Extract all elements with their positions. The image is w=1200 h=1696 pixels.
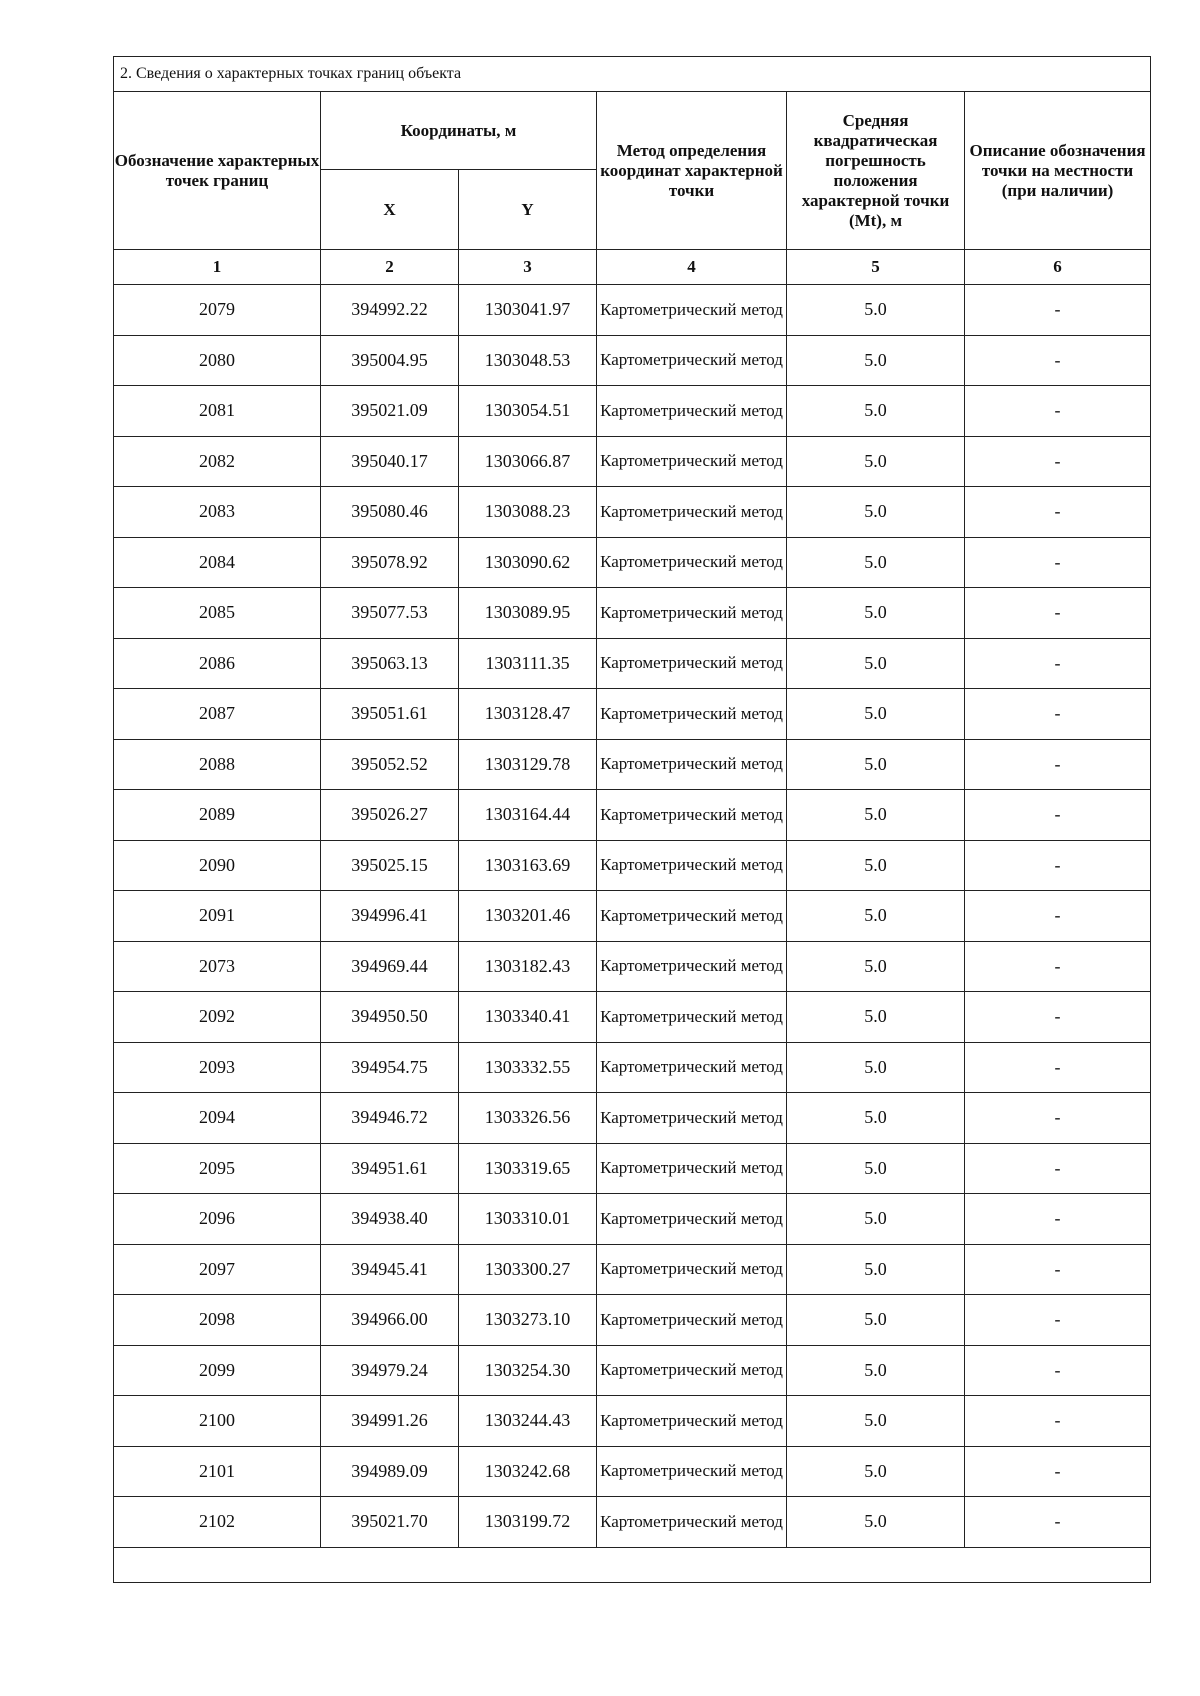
cell-x: 395021.70	[321, 1497, 459, 1548]
cell-error: 5.0	[787, 941, 965, 992]
cell-description: -	[965, 436, 1151, 487]
cell-y: 1303310.01	[459, 1194, 597, 1245]
cell-x: 395040.17	[321, 436, 459, 487]
cell-point-id: 2084	[114, 537, 321, 588]
cell-error: 5.0	[787, 1143, 965, 1194]
cell-description: -	[965, 1244, 1151, 1295]
cell-x: 394989.09	[321, 1446, 459, 1497]
cell-y: 1303088.23	[459, 487, 597, 538]
cell-method: Картометрический метод	[597, 739, 787, 790]
cell-point-id: 2092	[114, 992, 321, 1043]
table-row	[114, 1497, 1151, 1548]
cell-x: 394996.41	[321, 891, 459, 942]
cell-y: 1303129.78	[459, 739, 597, 790]
cell-y: 1303254.30	[459, 1345, 597, 1396]
cell-x: 394954.75	[321, 1042, 459, 1093]
cell-method: Картометрический метод	[597, 1042, 787, 1093]
cell-error: 5.0	[787, 1042, 965, 1093]
cell-x: 395051.61	[321, 689, 459, 740]
cell-description: -	[965, 739, 1151, 790]
cell-description: -	[965, 1497, 1151, 1548]
cell-point-id: 2083	[114, 487, 321, 538]
cell-y: 1303182.43	[459, 941, 597, 992]
cell-y: 1303340.41	[459, 992, 597, 1043]
cell-y: 1303041.97	[459, 285, 597, 336]
table-footer-row	[114, 1547, 1151, 1582]
header-error: Средняя квадратическая погрешность положения характерной точки (Mt), м	[787, 92, 965, 250]
cell-point-id: 2091	[114, 891, 321, 942]
cell-x: 395021.09	[321, 386, 459, 437]
cell-description: -	[965, 941, 1151, 992]
cell-y: 1303319.65	[459, 1143, 597, 1194]
cell-error: 5.0	[787, 1446, 965, 1497]
cell-error: 5.0	[787, 1396, 965, 1447]
cell-y: 1303164.44	[459, 790, 597, 841]
cell-description: -	[965, 386, 1151, 437]
cell-x: 394938.40	[321, 1194, 459, 1245]
cell-x: 394950.50	[321, 992, 459, 1043]
cell-y: 1303242.68	[459, 1446, 597, 1497]
table-row	[114, 1295, 1151, 1346]
cell-method: Картометрический метод	[597, 941, 787, 992]
cell-error: 5.0	[787, 739, 965, 790]
cell-y: 1303111.35	[459, 638, 597, 689]
table-row	[114, 1345, 1151, 1396]
cell-x: 395080.46	[321, 487, 459, 538]
cell-error: 5.0	[787, 1244, 965, 1295]
cell-method: Картометрический метод	[597, 1396, 787, 1447]
table-row	[114, 285, 1151, 336]
cell-x: 394946.72	[321, 1093, 459, 1144]
cell-y: 1303326.56	[459, 1093, 597, 1144]
cell-x: 394969.44	[321, 941, 459, 992]
cell-description: -	[965, 992, 1151, 1043]
cell-method: Картометрический метод	[597, 285, 787, 336]
cell-error: 5.0	[787, 891, 965, 942]
cell-y: 1303066.87	[459, 436, 597, 487]
cell-error: 5.0	[787, 1497, 965, 1548]
cell-point-id: 2095	[114, 1143, 321, 1194]
cell-description: -	[965, 1396, 1151, 1447]
cell-y: 1303332.55	[459, 1042, 597, 1093]
header-point-designation: Обозначение характерных точек границ	[114, 92, 321, 250]
cell-point-id: 2093	[114, 1042, 321, 1093]
cell-point-id: 2087	[114, 689, 321, 740]
cell-point-id: 2085	[114, 588, 321, 639]
cell-error: 5.0	[787, 840, 965, 891]
cell-method: Картометрический метод	[597, 790, 787, 841]
cell-x: 394979.24	[321, 1345, 459, 1396]
cell-y: 1303201.46	[459, 891, 597, 942]
cell-description: -	[965, 487, 1151, 538]
cell-x: 395077.53	[321, 588, 459, 639]
cell-description: -	[965, 1194, 1151, 1245]
cell-y: 1303089.95	[459, 588, 597, 639]
cell-error: 5.0	[787, 588, 965, 639]
cell-description: -	[965, 689, 1151, 740]
cell-method: Картометрический метод	[597, 1093, 787, 1144]
table-row	[114, 487, 1151, 538]
cell-error: 5.0	[787, 335, 965, 386]
cell-method: Картометрический метод	[597, 1497, 787, 1548]
header-method: Метод определения координат характерной точки	[597, 92, 787, 250]
cell-point-id: 2089	[114, 790, 321, 841]
cell-error: 5.0	[787, 992, 965, 1043]
document-sheet	[113, 56, 1150, 1583]
cell-point-id: 2097	[114, 1244, 321, 1295]
cell-x: 395052.52	[321, 739, 459, 790]
cell-point-id: 2099	[114, 1345, 321, 1396]
cell-y: 1303273.10	[459, 1295, 597, 1346]
cell-method: Картометрический метод	[597, 1295, 787, 1346]
cell-method: Картометрический метод	[597, 1143, 787, 1194]
cell-point-id: 2082	[114, 436, 321, 487]
cell-y: 1303300.27	[459, 1244, 597, 1295]
cell-error: 5.0	[787, 790, 965, 841]
cell-error: 5.0	[787, 1093, 965, 1144]
cell-description: -	[965, 335, 1151, 386]
cell-method: Картометрический метод	[597, 588, 787, 639]
cell-y: 1303199.72	[459, 1497, 597, 1548]
cell-error: 5.0	[787, 1194, 965, 1245]
cell-description: -	[965, 588, 1151, 639]
cell-description: -	[965, 840, 1151, 891]
cell-method: Картометрический метод	[597, 891, 787, 942]
cell-description: -	[965, 638, 1151, 689]
cell-method: Картометрический метод	[597, 1345, 787, 1396]
cell-y: 1303128.47	[459, 689, 597, 740]
cell-method: Картометрический метод	[597, 638, 787, 689]
header-coordinates: Координаты, м	[321, 92, 597, 170]
column-number: 1	[114, 250, 321, 285]
cell-method: Картометрический метод	[597, 537, 787, 588]
boundary-points-table	[113, 56, 1151, 1583]
cell-method: Картометрический метод	[597, 1194, 787, 1245]
cell-error: 5.0	[787, 689, 965, 740]
cell-description: -	[965, 1446, 1151, 1497]
header-x: X	[321, 170, 459, 250]
cell-error: 5.0	[787, 386, 965, 437]
cell-description: -	[965, 1345, 1151, 1396]
table-row	[114, 941, 1151, 992]
table-row	[114, 1093, 1151, 1144]
cell-method: Картометрический метод	[597, 335, 787, 386]
cell-x: 395025.15	[321, 840, 459, 891]
column-number: 2	[321, 250, 459, 285]
table-row	[114, 386, 1151, 437]
cell-description: -	[965, 285, 1151, 336]
table-row	[114, 739, 1151, 790]
cell-x: 394951.61	[321, 1143, 459, 1194]
table-row	[114, 1042, 1151, 1093]
table-row	[114, 790, 1151, 841]
cell-point-id: 2094	[114, 1093, 321, 1144]
cell-x: 394991.26	[321, 1396, 459, 1447]
cell-method: Картометрический метод	[597, 487, 787, 538]
column-number: 3	[459, 250, 597, 285]
cell-description: -	[965, 790, 1151, 841]
section-title: 2. Сведения о характерных точках границ объекта	[114, 57, 1151, 92]
cell-point-id: 2088	[114, 739, 321, 790]
table-row	[114, 992, 1151, 1043]
cell-y: 1303090.62	[459, 537, 597, 588]
cell-point-id: 2101	[114, 1446, 321, 1497]
cell-method: Картометрический метод	[597, 436, 787, 487]
table-row	[114, 1396, 1151, 1447]
cell-point-id: 2098	[114, 1295, 321, 1346]
column-number: 4	[597, 250, 787, 285]
cell-x: 394945.41	[321, 1244, 459, 1295]
cell-point-id: 2102	[114, 1497, 321, 1548]
table-row	[114, 1244, 1151, 1295]
table-body	[114, 285, 1151, 1548]
cell-description: -	[965, 1295, 1151, 1346]
cell-point-id: 2096	[114, 1194, 321, 1245]
table-row	[114, 436, 1151, 487]
cell-x: 395004.95	[321, 335, 459, 386]
cell-point-id: 2086	[114, 638, 321, 689]
cell-error: 5.0	[787, 537, 965, 588]
cell-point-id: 2079	[114, 285, 321, 336]
cell-y: 1303048.53	[459, 335, 597, 386]
table-row	[114, 588, 1151, 639]
cell-method: Картометрический метод	[597, 1446, 787, 1497]
cell-description: -	[965, 1042, 1151, 1093]
cell-method: Картометрический метод	[597, 386, 787, 437]
cell-x: 395026.27	[321, 790, 459, 841]
cell-point-id: 2090	[114, 840, 321, 891]
header-y: Y	[459, 170, 597, 250]
cell-y: 1303244.43	[459, 1396, 597, 1447]
cell-y: 1303163.69	[459, 840, 597, 891]
cell-point-id: 2100	[114, 1396, 321, 1447]
table-row	[114, 689, 1151, 740]
table-row	[114, 1143, 1151, 1194]
table-row	[114, 1446, 1151, 1497]
cell-description: -	[965, 891, 1151, 942]
cell-error: 5.0	[787, 487, 965, 538]
column-number: 5	[787, 250, 965, 285]
cell-method: Картометрический метод	[597, 992, 787, 1043]
cell-x: 394992.22	[321, 285, 459, 336]
cell-error: 5.0	[787, 436, 965, 487]
table-row	[114, 840, 1151, 891]
cell-point-id: 2073	[114, 941, 321, 992]
table-row	[114, 537, 1151, 588]
cell-y: 1303054.51	[459, 386, 597, 437]
table-row	[114, 638, 1151, 689]
cell-method: Картометрический метод	[597, 689, 787, 740]
table-row	[114, 1194, 1151, 1245]
cell-error: 5.0	[787, 1295, 965, 1346]
cell-method: Картометрический метод	[597, 1244, 787, 1295]
cell-point-id: 2081	[114, 386, 321, 437]
cell-point-id: 2080	[114, 335, 321, 386]
cell-method: Картометрический метод	[597, 840, 787, 891]
cell-x: 394966.00	[321, 1295, 459, 1346]
table-row	[114, 891, 1151, 942]
cell-description: -	[965, 1093, 1151, 1144]
header-description: Описание обозначения точки на местности (при наличии)	[965, 92, 1151, 250]
cell-description: -	[965, 1143, 1151, 1194]
cell-error: 5.0	[787, 1345, 965, 1396]
cell-error: 5.0	[787, 638, 965, 689]
cell-description: -	[965, 537, 1151, 588]
cell-x: 395078.92	[321, 537, 459, 588]
cell-x: 395063.13	[321, 638, 459, 689]
column-number: 6	[965, 250, 1151, 285]
cell-error: 5.0	[787, 285, 965, 336]
table-row	[114, 335, 1151, 386]
